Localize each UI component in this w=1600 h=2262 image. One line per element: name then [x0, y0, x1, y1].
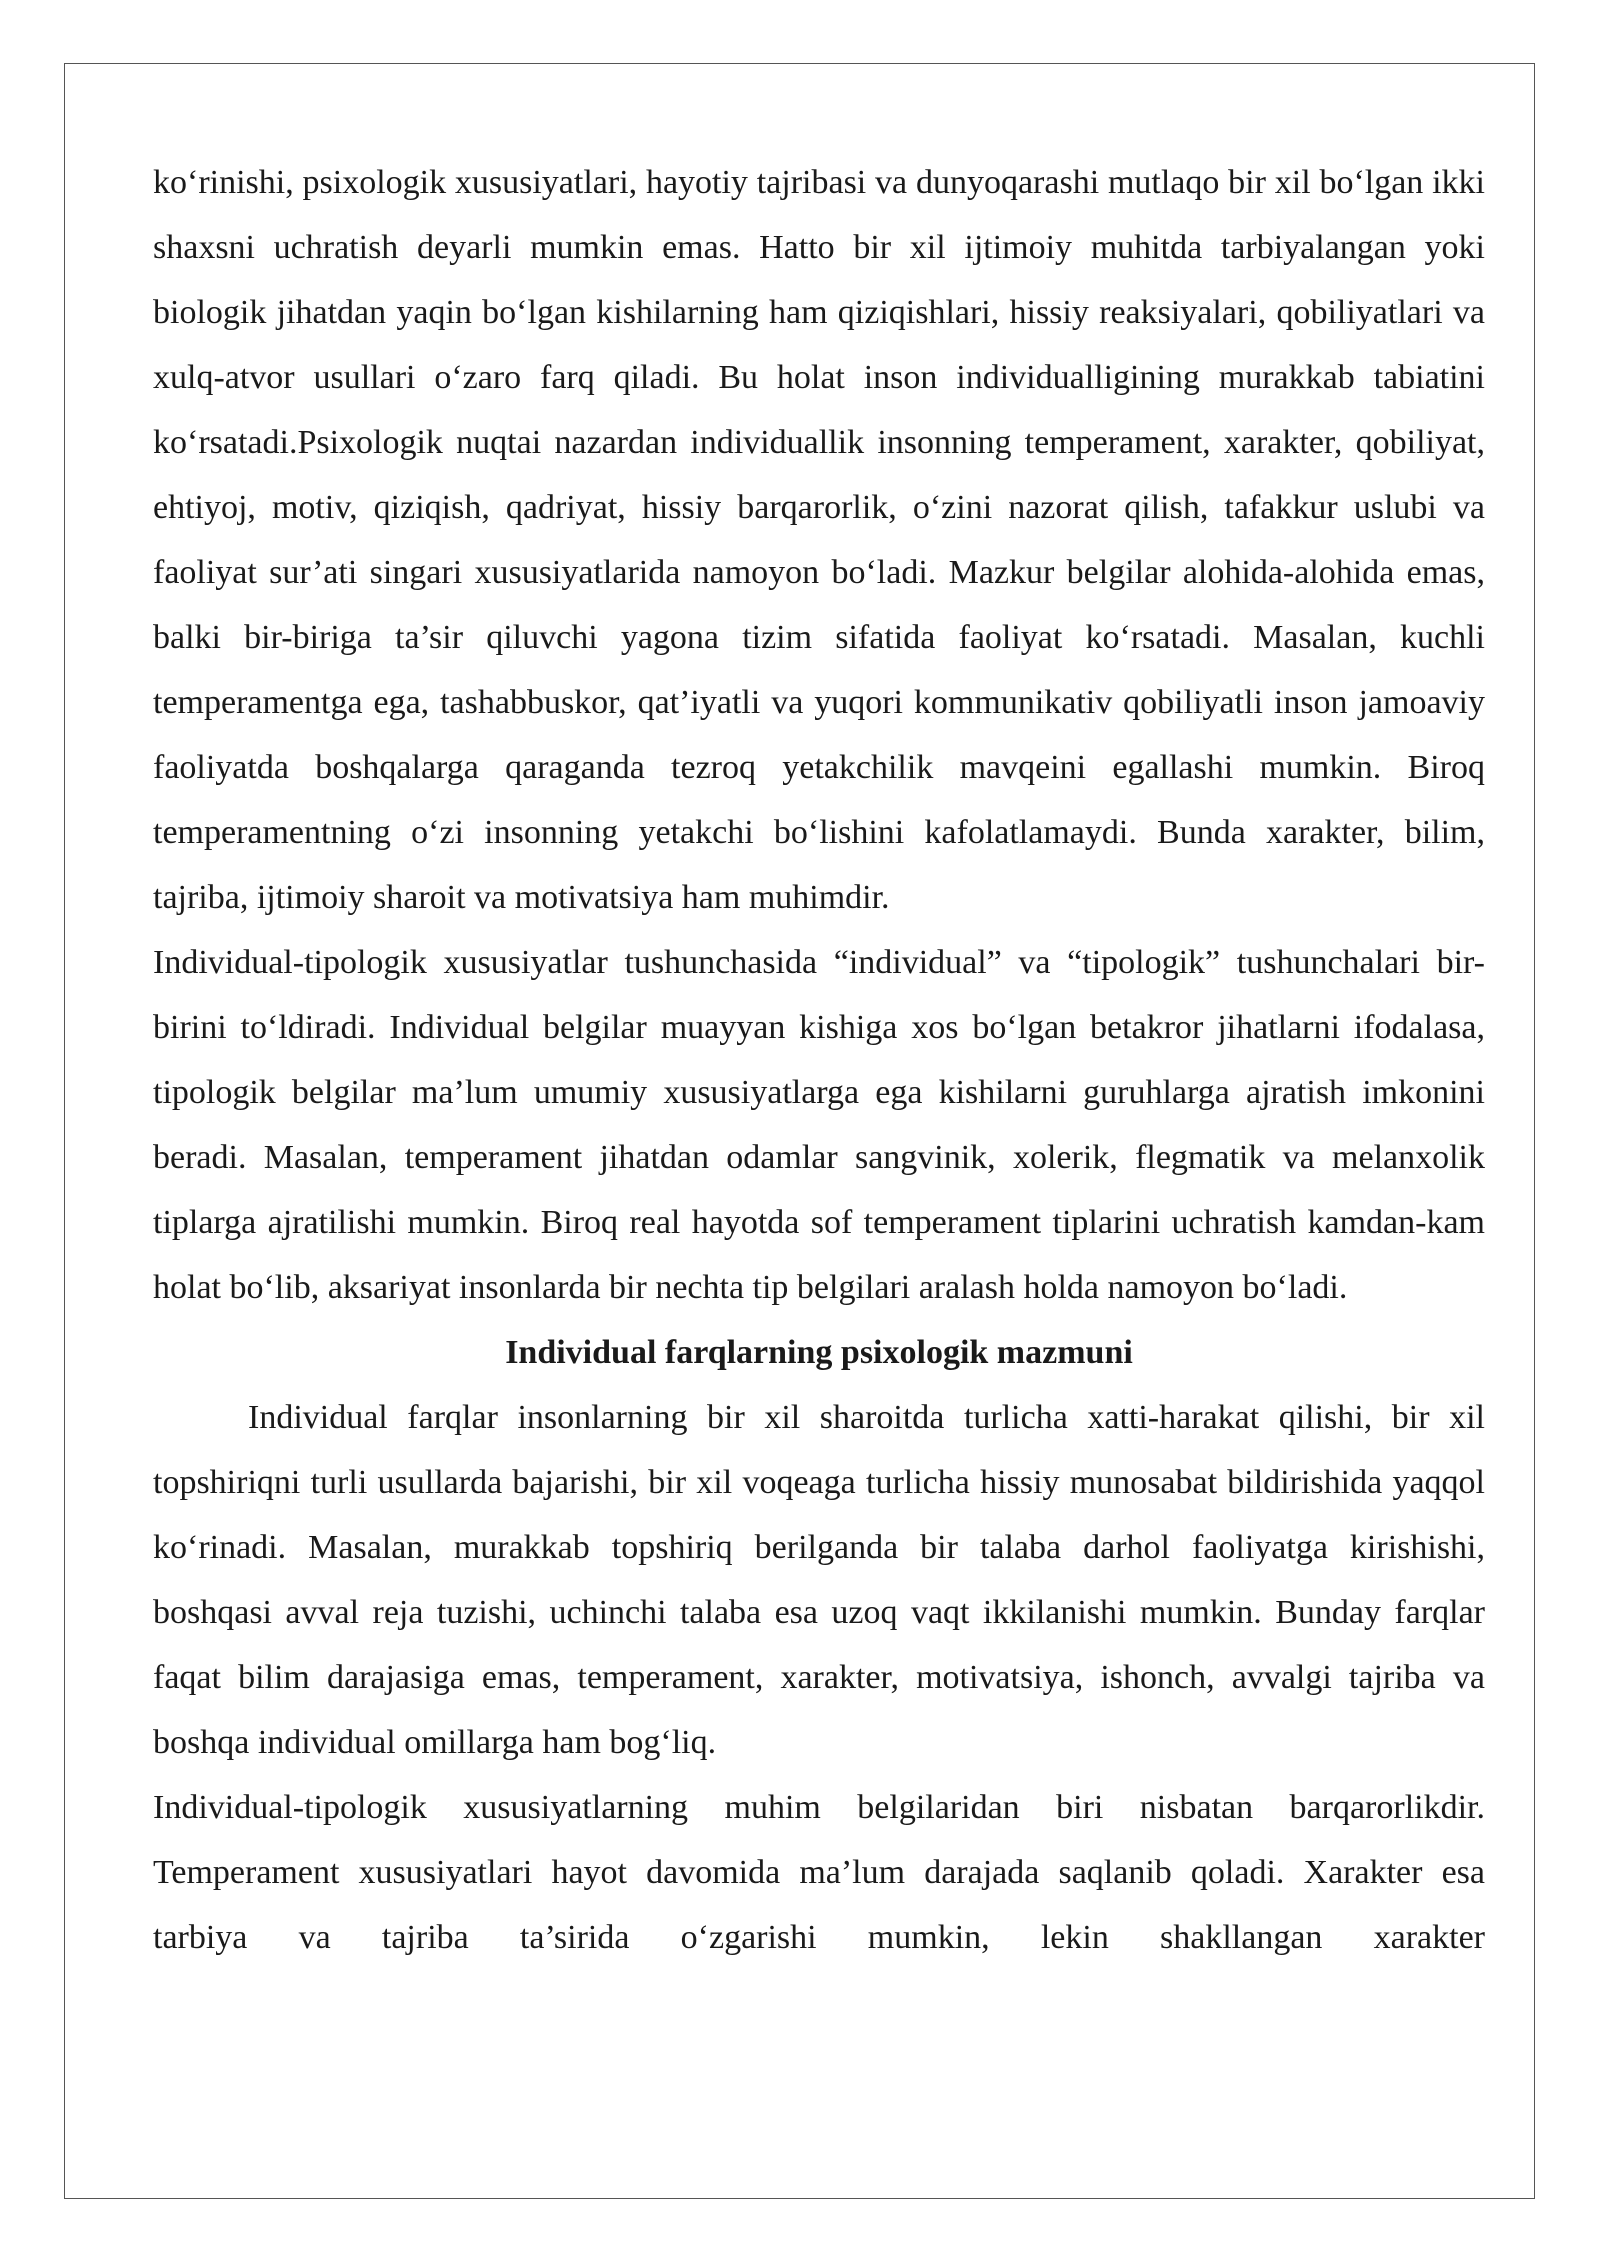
paragraph-1: ko‘rinishi, psixologik xususiyatlari, hayotiy tajribasi va dunyoqarashi mutlaqo bir xil bo‘lgan ikki shaxsni uchratish deyarli mumkin emas. Hatto bir xil ijtimoiy muhitda tarbiyalangan yoki biologik jihatdan yaqin bo‘lgan kishilarning ham qiziqishlari, hissiy reaksiyalari, qobiliyatlari va xulq-atvor usullari o‘zaro farq qiladi. Bu holat inson individualligining murakkab tabiatini ko‘rsatadi.Psixologik nuqtai nazardan individuallik insonning temperament, xarakter, qobiliyat, ehtiyoj, motiv, qiziqish, qadriyat, hissiy barqarorlik, o‘zini nazorat qilish, tafakkur uslubi va faoliyat sur’ati singari xususiyatlarida namoyon bo‘ladi. Mazkur belgilar alohida-alohida emas, balki bir-biriga ta’sir qiluvchi yagona tizim sifatida faoliyat ko‘rsatadi. Masalan, kuchli temperamentga ega, tashabbuskor, qat’iyatli va yuqori kommunikativ qobiliyatli inson jamoaviy faoliyatda boshqalarga qaraganda tezroq yetakchilik mavqeini egallashi mumkin. Biroq temperamentning o‘zi insonning yetakchi bo‘lishini kafolatlamaydi. Bunda xarakter, bilim, tajriba, ijtimoiy sharoit va motivatsiya ham muhimdir.	[153, 164, 1485, 916]
section-heading: Individual farqlarning psixologik mazmuni	[505, 1334, 1133, 1371]
section-paragraph-1: Individual farqlar insonlarning bir xil sharoitda turlicha xatti-harakat qilishi, bir xil topshiriqni turli usullarda bajarishi, bir xil voqeaga turlicha hissiy munosabat bildirishida yaqqol ko‘rinadi. Masalan, murakkab topshiriq berilganda bir talaba darhol faoliyatga kirishishi, boshqasi avval reja tuzishi, uchinchi talaba esa uzoq vaqt ikkilanishi mumkin. Bunday farqlar faqat bilim darajasiga emas, temperament, xarakter, motivatsiya, ishonch, avvalgi tajriba va boshqa individual omillarga ham bog‘liq.	[153, 1399, 1485, 1761]
paragraph-2: Individual-tipologik xususiyatlar tushunchasida “individual” va “tipologik” tushunchalari bir-birini to‘ldiradi. Individual belgilar muayyan kishiga xos bo‘lgan betakror jihatlarni ifodalasa, tipologik belgilar ma’lum umumiy xususiyatlarga ega kishilarni guruhlarga ajratish imkonini beradi. Masalan, temperament jihatdan odamlar sangvinik, xolerik, flegmatik va melanxolik tiplarga ajratilishi mumkin. Biroq real hayotda sof temperament tiplarini uchratish kamdan-kam holat bo‘lib, aksariyat insonlarda bir nechta tip belgilari aralash holda namoyon bo‘ladi.	[153, 944, 1485, 1306]
document-body	[153, 150, 1485, 1970]
section-paragraph-2: Individual-tipologik xususiyatlarning muhim belgilaridan biri nisbatan barqarorlikdir. Temperament xususiyatlari hayot davomida ma’lum darajada saqlanib qoladi. Xarakter esa tarbiya va tajriba ta’sirida o‘zgarishi mumkin, lekin shakllangan xarakter	[153, 1789, 1485, 1956]
